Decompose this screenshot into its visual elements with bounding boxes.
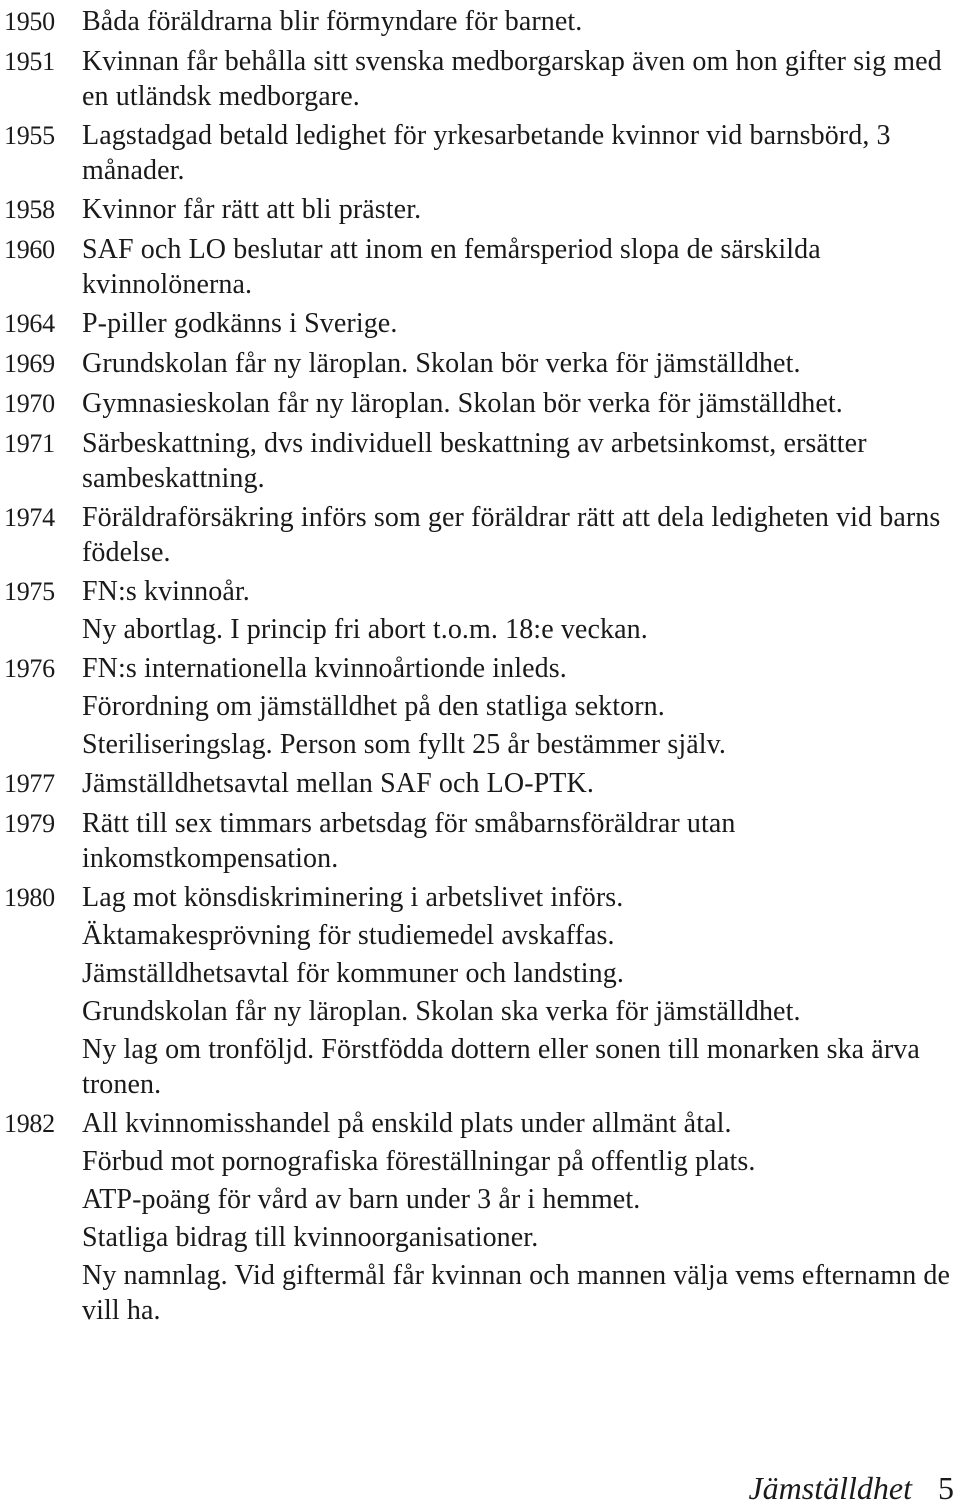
- entry-event-text: Förbud mot pornografiska föreställningar på offentlig plats.: [82, 1146, 756, 1177]
- timeline-entry: [4, 118, 954, 188]
- entry-events: [82, 766, 954, 801]
- entry-event-text: Gymnasieskolan får ny läroplan. Skolan bör verka för jämställdhet.: [82, 388, 843, 419]
- timeline-entry: [4, 386, 954, 422]
- entry-events: [82, 4, 954, 39]
- entry-event-text: Steriliseringslag. Person som fyllt 25 år bestämmer själv.: [82, 729, 726, 760]
- entry-event-text: Särbeskattning, dvs individuell beskattning av arbetsinkomst, ersätter sambeskattning.: [82, 428, 867, 494]
- entry-events: [82, 192, 954, 227]
- timeline-entry: [4, 232, 954, 302]
- entry-year: 1950: [4, 7, 55, 36]
- timeline-entry: [4, 574, 954, 647]
- timeline-entry: [4, 426, 954, 496]
- entry-event-text: FN:s internationella kvinnoårtionde inleds.: [82, 653, 567, 684]
- entry-event-text: Ny abortlag. I princip fri abort t.o.m. 18:e veckan.: [82, 614, 648, 645]
- timeline-entry: [4, 346, 954, 382]
- timeline-entry: [4, 192, 954, 228]
- entry-event-text: All kvinnomisshandel på enskild plats under allmänt åtal.: [82, 1108, 732, 1139]
- entry-event-text: P-piller godkänns i Sverige.: [82, 308, 398, 339]
- entry-year: 1955: [4, 121, 55, 150]
- entry-events: [82, 806, 954, 876]
- entry-event-text: ATP-poäng för vård av barn under 3 år i hemmet.: [82, 1184, 641, 1215]
- entry-event-text: Båda föräldrarna blir förmyndare för barnet.: [82, 6, 583, 37]
- page-number: 5: [938, 1470, 954, 1506]
- entry-year: 1951: [4, 47, 55, 76]
- entry-events: [82, 880, 954, 1102]
- entry-year: 1970: [4, 389, 55, 418]
- entry-event-text: SAF och LO beslutar att inom en femårsperiod slopa de särskilda kvinnolönerna.: [82, 234, 821, 300]
- entry-event-text: Lag mot könsdiskriminering i arbetslivet införs.: [82, 882, 624, 913]
- timeline-entry: [4, 880, 954, 1102]
- entry-event-text: Statliga bidrag till kvinnoorganisationer.: [82, 1222, 539, 1253]
- entry-events: [82, 232, 954, 302]
- entry-year: 1969: [4, 349, 55, 378]
- entry-events: [82, 574, 954, 647]
- entry-event-text: Grundskolan får ny läroplan. Skolan bör verka för jämställdhet.: [82, 348, 801, 379]
- entry-year: 1979: [4, 809, 55, 838]
- entry-event-text: FN:s kvinnoår.: [82, 576, 250, 607]
- page-footer: [748, 1468, 954, 1508]
- entry-event-text: Ny lag om tronföljd. Förstfödda dottern eller sonen till monarken ska ärva tronen.: [82, 1034, 920, 1100]
- entry-event-text: Jämställdhetsavtal för kommuner och landsting.: [82, 958, 624, 989]
- entry-year: 1960: [4, 235, 55, 264]
- entry-events: [82, 386, 954, 421]
- timeline-entry: [4, 1106, 954, 1328]
- entry-year: 1975: [4, 577, 55, 606]
- entry-year: 1971: [4, 429, 55, 458]
- entry-event-text: Förordning om jämställdhet på den statliga sektorn.: [82, 691, 665, 722]
- entry-event-text: Äktamakesprövning för studiemedel avskaffas.: [82, 920, 615, 951]
- entry-year: 1982: [4, 1109, 55, 1138]
- entry-event-text: Grundskolan får ny läroplan. Skolan ska verka för jämställdhet.: [82, 996, 801, 1027]
- entry-events: [82, 1106, 954, 1328]
- entry-event-text: Kvinnor får rätt att bli präster.: [82, 194, 422, 225]
- entry-events: [82, 426, 954, 496]
- entry-year: 1977: [4, 769, 55, 798]
- entry-events: [82, 500, 954, 570]
- entry-year: 1964: [4, 309, 55, 338]
- timeline-entry: [4, 306, 954, 342]
- entry-events: [82, 118, 954, 188]
- entry-event-text: Jämställdhetsavtal mellan SAF och LO-PTK.: [82, 768, 594, 799]
- timeline-entry: [4, 44, 954, 114]
- timeline-list: [4, 0, 954, 1328]
- timeline-entry: [4, 4, 954, 40]
- timeline-entry: [4, 500, 954, 570]
- entry-events: [82, 346, 954, 381]
- entry-event-text: Ny namnlag. Vid giftermål får kvinnan och mannen välja vems efternamn de vill ha.: [82, 1260, 951, 1326]
- timeline-entry: [4, 806, 954, 876]
- entry-event-text: Lagstadgad betald ledighet för yrkesarbetande kvinnor vid barnsbörd, 3 månader.: [82, 120, 891, 186]
- timeline-entry: [4, 766, 954, 802]
- entry-year: 1974: [4, 503, 55, 532]
- timeline-entry: [4, 651, 954, 762]
- entry-event-text: Rätt till sex timmars arbetsdag för småbarnsföräldrar utan inkomstkompensation.: [82, 808, 736, 874]
- entry-year: 1976: [4, 654, 55, 683]
- entry-events: [82, 651, 954, 762]
- entry-event-text: Kvinnan får behålla sitt svenska medborgarskap även om hon gifter sig med en utländsk medborgare.: [82, 46, 942, 112]
- entry-year: 1980: [4, 883, 55, 912]
- entry-event-text: Föräldraförsäkring införs som ger föräldrar rätt att dela ledigheten vid barns födelse.: [82, 502, 941, 568]
- entry-events: [82, 44, 954, 114]
- entry-year: 1958: [4, 195, 55, 224]
- entry-events: [82, 306, 954, 341]
- footer-title: Jämställdhet: [748, 1470, 912, 1506]
